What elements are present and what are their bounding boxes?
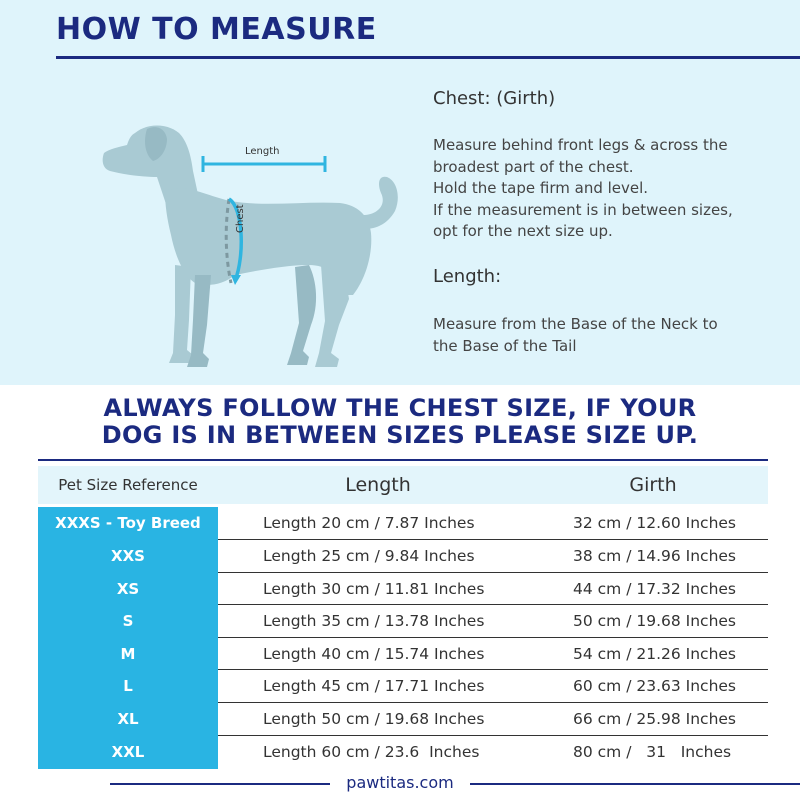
girth-cell: 38 cm / 14.96 Inches [573, 547, 736, 566]
length-heading: Length: [433, 266, 502, 287]
table-top-rule [38, 459, 768, 461]
girth-cell: 60 cm / 23.63 Inches [573, 677, 736, 696]
girth-cell: 80 cm / 31 Inches [573, 743, 732, 762]
header-pet-size-reference: Pet Size Reference [58, 476, 198, 494]
header-girth: Girth [629, 474, 677, 496]
instruction-line: Hold the tape firm and level. [433, 179, 649, 197]
girth-cell: 50 cm / 19.68 Inches [573, 612, 736, 631]
instruction-line: broadest part of the chest. [433, 157, 634, 176]
girth-cell: 54 cm / 21.26 Inches [573, 645, 736, 664]
page-title: HOW TO MEASURE [56, 12, 377, 47]
length-cell: Length 45 cm / 17.71 Inches [263, 677, 485, 696]
size-cell: XXXS - Toy Breed [55, 514, 201, 533]
chest-heading: Chest: (Girth) [433, 88, 556, 109]
size-cell: XL [117, 710, 139, 729]
girth-cell: 66 cm / 25.98 Inches [573, 710, 736, 729]
girth-cell: 44 cm / 17.32 Inches [573, 580, 736, 599]
length-cell: Length 40 cm / 15.74 Inches [263, 645, 485, 664]
instruction-line: Measure behind front legs & across the [433, 136, 728, 154]
instruction-line: opt for the next size up. [433, 222, 613, 240]
table-row [38, 736, 768, 769]
table-row [38, 670, 768, 703]
size-cell: XXS [111, 547, 145, 566]
table-row [38, 703, 768, 736]
table-row [38, 507, 768, 540]
table-row [38, 605, 768, 638]
length-cell: Length 60 cm / 23.6 Inches [263, 743, 480, 762]
dog-diagram [95, 115, 405, 380]
instruction-line: If the measurement is in between sizes, [433, 200, 733, 219]
length-instructions [433, 314, 718, 357]
length-label: Length [245, 146, 280, 157]
banner-line: ALWAYS FOLLOW THE CHEST SIZE, IF YOUR [103, 394, 697, 422]
length-cell: Length 50 cm / 19.68 Inches [263, 710, 485, 729]
size-cell: L [123, 677, 133, 696]
header-length: Length [345, 474, 411, 496]
instruction-line: Measure from the Base of the Neck to [433, 315, 718, 333]
size-advice-banner [0, 395, 800, 449]
banner-line: DOG IS IN BETWEEN SIZES PLEASE SIZE UP. [101, 421, 699, 449]
instruction-line: the Base of the Tail [433, 336, 577, 355]
table-row [38, 573, 768, 606]
size-cell: XS [116, 580, 140, 599]
length-cell: Length 30 cm / 11.81 Inches [263, 580, 485, 599]
length-cell: Length 25 cm / 9.84 Inches [263, 547, 475, 566]
title-underline [56, 56, 800, 59]
size-cell: M [120, 645, 136, 664]
table-row [38, 638, 768, 671]
size-cell: XXL [111, 743, 145, 762]
brand-footer: pawtitas.com [346, 773, 454, 792]
chest-instructions [433, 135, 733, 243]
chest-label: Chest [235, 204, 246, 233]
length-cell: Length 20 cm / 7.87 Inches [263, 514, 475, 533]
table-row [38, 540, 768, 573]
size-cell: S [122, 612, 134, 631]
length-cell: Length 35 cm / 13.78 Inches [263, 612, 485, 631]
girth-cell: 32 cm / 12.60 Inches [573, 514, 736, 533]
